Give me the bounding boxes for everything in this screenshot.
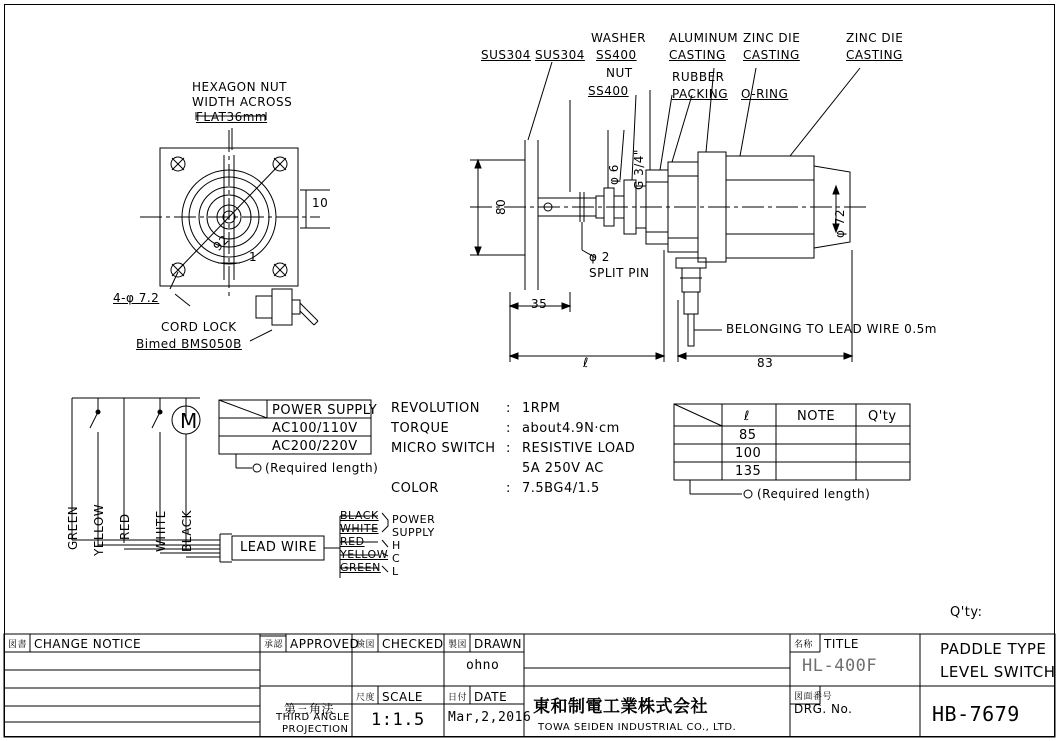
drawn-by-value: ohno	[466, 658, 500, 673]
terminal-group-power: POWER	[392, 513, 436, 526]
drg-value: HB-7679	[932, 702, 1020, 726]
spec-label-0: REVOLUTION	[391, 401, 480, 416]
spec-sep-2: :	[506, 441, 511, 456]
spec-sep-0: :	[506, 401, 511, 416]
dim-l: ℓ	[583, 356, 589, 371]
terminal-yellow: YELLOW	[340, 548, 389, 561]
lead-wire-box-label: LEAD WIRE	[240, 540, 317, 555]
hexagon-nut-note-line3: FLAT36mm	[196, 110, 268, 124]
label-nut: NUT	[606, 66, 633, 80]
title-label: TITLE	[824, 637, 859, 651]
dim-92: 92	[210, 232, 232, 254]
projection-label-1: THIRD ANGLE	[276, 712, 350, 723]
label-sus304-b: SUS304	[535, 48, 585, 62]
length-table-header-note: NOTE	[797, 409, 836, 424]
power-required-length: (Required length)	[265, 461, 379, 475]
label-rubber-packing-2: PACKING	[672, 87, 729, 101]
length-table-row-0-l: 85	[739, 428, 757, 443]
spec-label-2: MICRO SWITCH	[391, 441, 496, 456]
terminal-black: BLACK	[340, 509, 379, 522]
length-table-row-2-l: 135	[735, 464, 762, 479]
title-jp: 名称	[794, 640, 814, 650]
terminal-white: WHITE	[340, 522, 379, 535]
company-name-en: TOWA SEIDEN INDUSTRIAL CO., LTD.	[538, 722, 737, 733]
spec-value-4: 7.5BG4/1.5	[522, 481, 600, 496]
spec-value-3: 5A 250V AC	[522, 461, 604, 476]
approved-label: APPROVED	[290, 637, 360, 651]
spec-value-1: about4.9N·cm	[522, 421, 620, 436]
spec-sep-1: :	[506, 421, 511, 436]
length-table-row-1-l: 100	[735, 446, 762, 461]
dim-phi72: φ 72	[833, 209, 847, 238]
terminal-group-h: H	[392, 539, 401, 552]
model-value: HL-400F	[802, 656, 878, 676]
drawn-label: DRAWN	[474, 637, 522, 651]
label-split-pin: SPLIT PIN	[589, 266, 650, 280]
dim-10: 10	[312, 196, 329, 210]
hexagon-nut-note-line1: HEXAGON NUT	[192, 80, 287, 94]
terminal-group-supply: SUPPLY	[392, 526, 435, 539]
dim-35: 35	[531, 297, 548, 311]
wire-label-yellow: YELLOW	[92, 503, 106, 556]
cord-lock-label: CORD LOCK	[161, 320, 237, 334]
label-zinc-die-casting-1a: ZINC DIE	[743, 31, 801, 45]
label-zinc-die-casting-1b: CASTING	[743, 48, 800, 62]
spec-sep-4: :	[506, 481, 511, 496]
wire-label-red: RED	[118, 513, 132, 540]
cord-lock-model: Bimed BMS050B	[136, 337, 242, 351]
label-aluminum-casting-2: CASTING	[669, 48, 726, 62]
change-notice-label: CHANGE NOTICE	[34, 637, 142, 651]
label-zinc-die-casting-2a: ZINC DIE	[846, 31, 904, 45]
checked-jp: 検図	[356, 640, 376, 650]
label-zinc-die-casting-2b: CASTING	[846, 48, 903, 62]
lead-wire-note: BELONGING TO LEAD WIRE 0.5m	[726, 322, 937, 336]
dim-phi2: φ 2	[589, 250, 610, 264]
dim-g34: G 3/4"	[632, 149, 646, 190]
terminal-green: GREEN	[340, 561, 381, 574]
label-sus304-a: SUS304	[481, 48, 531, 62]
spec-label-1: TORQUE	[391, 421, 450, 436]
dim-phi6: φ 6	[607, 164, 621, 185]
spec-value-0: 1RPM	[522, 401, 561, 416]
label-washer-material: SS400	[596, 48, 637, 62]
dim-1: 1	[249, 250, 258, 264]
label-nut-material: SS400	[588, 84, 629, 98]
checked-label: CHECKED	[382, 637, 444, 651]
power-supply-header: POWER SUPPLY	[272, 403, 378, 418]
terminal-group-c: C	[392, 552, 401, 565]
dim-83: 83	[757, 356, 774, 370]
approved-jp: 承認	[264, 640, 284, 650]
company-name-jp: 東和制電工業株式会社	[533, 697, 708, 717]
product-name-line2: LEVEL SWITCH	[940, 663, 1056, 681]
date-jp: 日付	[448, 693, 468, 703]
length-table-header-qty: Q'ty	[868, 409, 897, 424]
wire-label-white: WHITE	[154, 510, 168, 552]
wire-label-black: BLACK	[180, 510, 194, 552]
label-rubber-packing-1: RUBBER	[672, 70, 725, 84]
hexagon-nut-note-line2: WIDTH ACROSS	[192, 95, 293, 109]
dim-80: 80	[494, 198, 508, 215]
length-table-header-l: ℓ	[744, 409, 750, 424]
qty-note: Q'ty:	[950, 605, 983, 620]
wire-label-green: GREEN	[66, 505, 80, 550]
drawn-jp: 製図	[448, 640, 468, 650]
product-name-line1: PADDLE TYPE	[940, 640, 1047, 658]
drg-label: DRG. No.	[794, 702, 853, 716]
hole-note: 4-φ 7.2	[113, 291, 160, 305]
scale-jp: 尺度	[356, 693, 376, 703]
projection-label-2: PROJECTION	[282, 724, 349, 735]
terminal-group-l: L	[392, 565, 399, 578]
label-o-ring: O-RING	[741, 87, 789, 101]
scale-value: 1:1.5	[371, 710, 425, 730]
label-washer: WASHER	[591, 31, 646, 45]
label-aluminum-casting-1: ALUMINUM	[669, 31, 739, 45]
drg-jp: 図面番号	[794, 692, 833, 702]
length-required-length: (Required length)	[757, 487, 871, 501]
spec-label-4: COLOR	[391, 481, 439, 496]
change-notice-jp: 図書	[8, 640, 28, 650]
projection-jp: 第三角法	[284, 702, 335, 716]
power-supply-row-1: AC100/110V	[272, 421, 358, 436]
date-value: Mar,2,2016	[448, 710, 532, 725]
power-supply-row-2: AC200/220V	[272, 439, 358, 454]
terminal-red: RED	[340, 535, 365, 548]
motor-symbol: M	[180, 409, 198, 433]
date-label: DATE	[474, 690, 508, 704]
spec-value-2: RESISTIVE LOAD	[522, 441, 636, 456]
scale-label: SCALE	[382, 690, 423, 704]
